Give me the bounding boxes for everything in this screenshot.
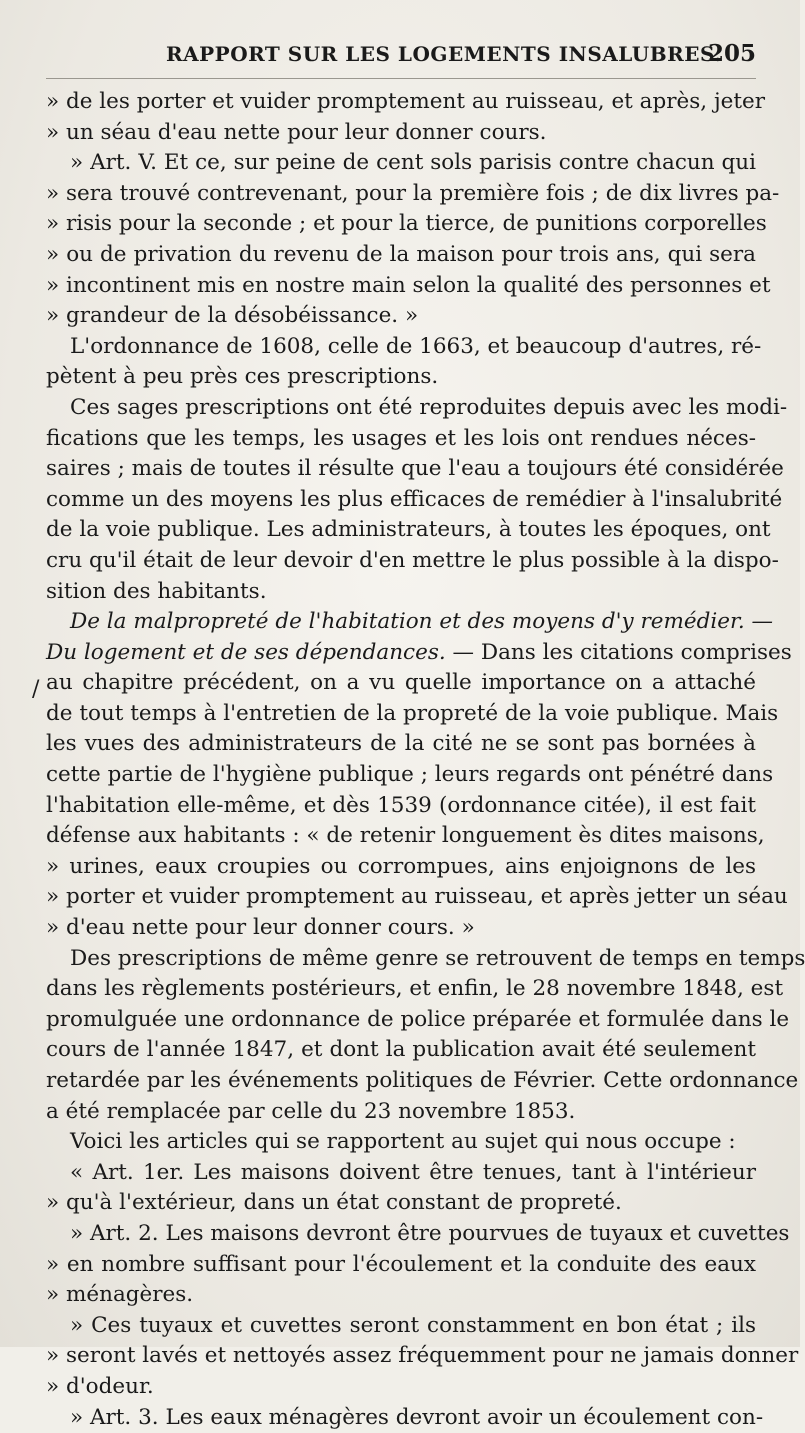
text-line: » de les porter et vuider promptement au ruisseau, et après, jeter: [46, 89, 765, 114]
text-line: défense aux habitants : « de retenir longuement ès dites maisons,: [46, 823, 765, 849]
text-line: De la malpropreté de l'habitation et des moyens d'y remédier. —: [70, 609, 774, 635]
text-line: » porter et vuider promptement au ruisseau, et après jetter un séau: [46, 884, 788, 910]
text-line: sition des habitants.: [46, 578, 267, 604]
text-line: « Art. 1er. Les maisons doivent être tenues, tant à l'intérieur: [70, 1159, 756, 1185]
text-line: » d'odeur.: [46, 1373, 154, 1399]
text-line: retardée par les événements politiques de Février. Cette ordonnance: [46, 1068, 799, 1093]
text-line: Des prescriptions de même genre se retrouvent de temps en temps: [70, 945, 805, 971]
text-line: cru qu'il était de leur devoir d'en mettre le plus possible à la dispo-: [46, 547, 779, 573]
text-line: » grandeur de la désobéissance. »: [46, 303, 419, 329]
running-header: [46, 38, 756, 79]
text-line: dans les règlements postérieurs, et enfin, le 28 novembre 1848, est: [46, 976, 784, 1002]
text-line: cette partie de l'hygiène publique ; leurs regards ont pénétré dans: [46, 762, 774, 788]
text-line: comme un des moyens les plus efficaces de remédier à l'insalubrité: [46, 486, 783, 512]
text-line: » Ces tuyaux et cuvettes seront constamment en bon état ; ils: [70, 1312, 756, 1338]
margin-mark: /: [32, 677, 40, 702]
text-line: » Art. V. Et ce, sur peine de cent sols parisis contre chacun qui: [70, 150, 756, 176]
text-line: saires ; mais de toutes il résulte que l'eau a toujours été considérée: [46, 456, 784, 482]
text-line: » urines, eaux croupies ou corrompues, ains enjoignons de les: [46, 853, 756, 879]
text-line: » incontinent mis en nostre main selon la qualité des personnes et: [46, 272, 771, 298]
text-line: » sera trouvé contrevenant, pour la première fois ; de dix livres pa-: [46, 180, 780, 206]
text-line: » ou de privation du revenu de la maison pour trois ans, qui sera: [46, 241, 756, 267]
text-line: au chapitre précédent, on a vu quelle importance on a attaché: [46, 670, 756, 696]
text-line: » en nombre suffisant pour l'écoulement et la conduite des eaux: [46, 1251, 756, 1277]
running-title: RAPPORT SUR LES LOGEMENTS INSALUBRES.: [166, 42, 722, 66]
text-line: » qu'à l'extérieur, dans un état constant de propreté.: [46, 1190, 622, 1216]
text-line: Voici les articles qui se rapportent au sujet qui nous occupe :: [70, 1129, 736, 1155]
text-line: les vues des administrateurs de la cité ne se sont pas bornées à: [46, 731, 756, 757]
text-line: l'habitation elle-même, et dès 1539 (ordonnance citée), il est fait: [46, 792, 756, 818]
text-line: de tout temps à l'entretien de la propreté de la voie publique. Mais: [46, 700, 779, 726]
text-line: promulguée une ordonnance de police préparée et formulée dans le: [46, 1006, 790, 1032]
text-line: » seront lavés et nettoyés assez fréquemment pour ne jamais donner: [46, 1343, 799, 1369]
text-line: a été remplacée par celle du 23 novembre 1853.: [46, 1098, 576, 1124]
text-line: fications que les temps, les usages et les lois ont rendues néces-: [46, 425, 756, 451]
page-number: 205: [707, 40, 756, 67]
text-line: » risis pour la seconde ; et pour la tierce, de punitions corporelles: [46, 211, 767, 237]
text-line: » un séau d'eau nette pour leur donner cours.: [46, 119, 547, 145]
text-line: » d'eau nette pour leur donner cours. »: [46, 915, 475, 941]
text-line: » Art. 2. Les maisons devront être pourvues de tuyaux et cuvettes: [70, 1220, 790, 1246]
text-line: Ces sages prescriptions ont été reproduites depuis avec les modi-: [70, 394, 788, 420]
text-line: Du logement et de ses dépendances. — Dans les citations comprises: [46, 639, 792, 665]
body-text: [46, 87, 805, 1433]
text-line: de la voie publique. Les administrateurs, à toutes les époques, ont: [46, 517, 771, 543]
text-line: L'ordonnance de 1608, celle de 1663, et beaucoup d'autres, ré-: [70, 333, 762, 359]
text-line: pètent à peu près ces prescriptions.: [46, 364, 439, 390]
text-line: cours de l'année 1847, et dont la publication avait été seulement: [46, 1037, 756, 1063]
text-line: » Art. 3. Les eaux ménagères devront avoir un écoulement con-: [70, 1404, 764, 1430]
text-line: » ménagères.: [46, 1282, 194, 1308]
